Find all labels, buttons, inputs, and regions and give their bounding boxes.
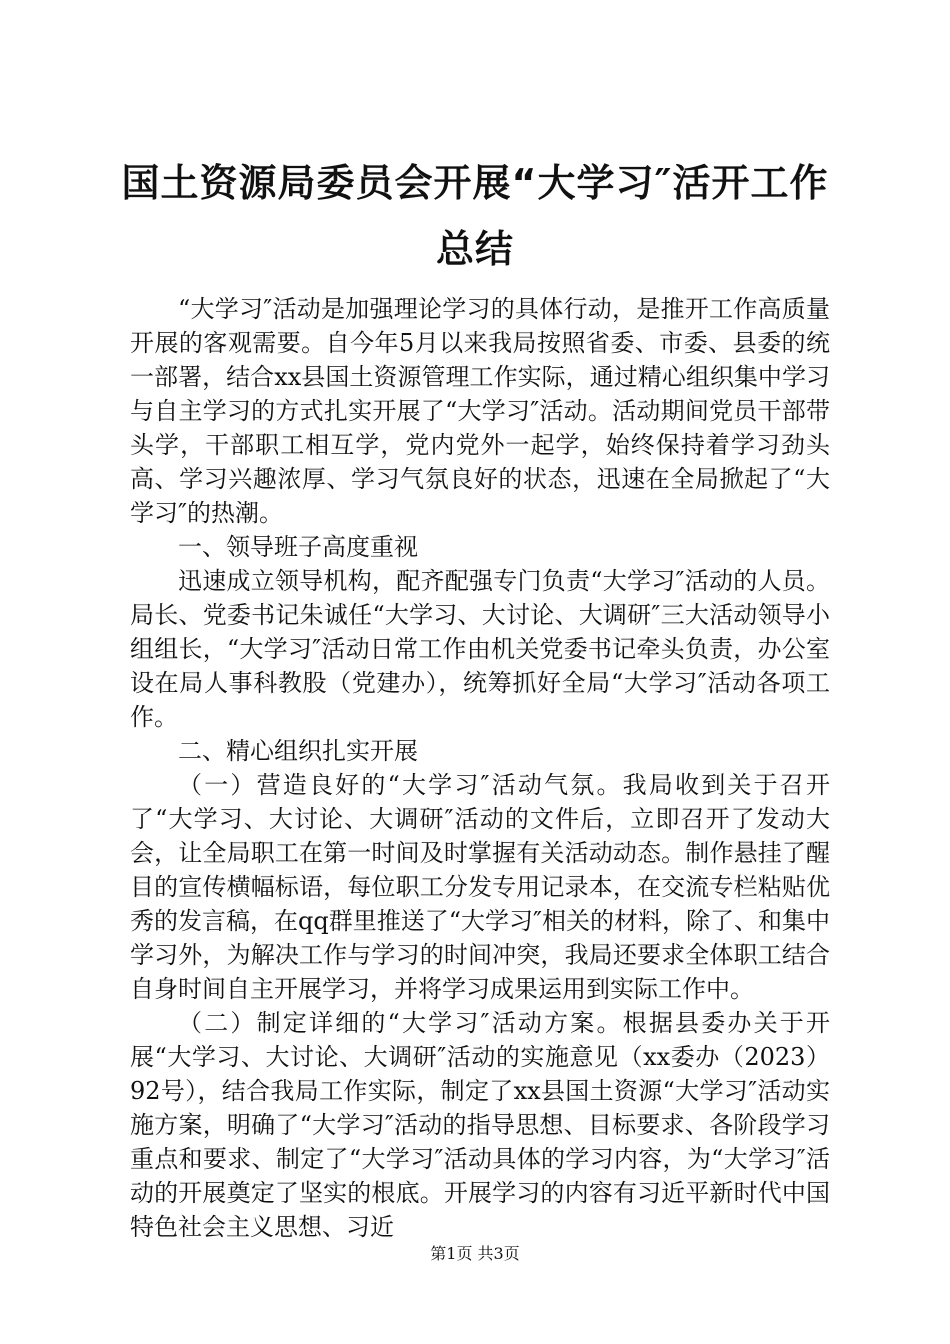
- page-footer: 第1页 共3页: [430, 1244, 520, 1263]
- section-heading-1: 一、领导班子高度重视: [178, 533, 418, 561]
- document-body: [130, 292, 830, 1244]
- subsection-2-paragraph: （二）制定详细的“大学习″活动方案。根据县委办关于开展“大学习、大讨论、大调研″活动的实施意见（xx委办（2023）92号），结合我局工作实际，制定了xx县国土资源“大学习″活动实施方案，明确了“大学习″活动的指导思想、目标要求、各阶段学习重点和要求、制定了“大学习″活动具体的学习内容，为“大学习″活动的开展奠定了坚实的根底。开展学习的内容有习近平新时代中国特色社会主义思想、习近: [130, 1009, 830, 1241]
- section-heading-2: 二、精心组织扎实开展: [178, 737, 418, 765]
- section-1-paragraph: 迅速成立领导机构，配齐配强专门负责“大学习″活动的人员。局长、党委书记朱诚任“大学习、大讨论、大调研″三大活动领导小组组长，“大学习″活动日常工作由机关党委书记牵头负责，办公室设在局人事科教股（党建办），统筹抓好全局“大学习″活动各项工作。: [130, 567, 830, 731]
- intro-paragraph: “大学习″活动是加强理论学习的具体行动，是推开工作高质量开展的客观需要。自今年5月以来我局按照省委、市委、县委的统一部署，结合xx县国土资源管理工作实际，通过精心组织集中学习与自主学习的方式扎实开展了“大学习″活动。活动期间党员干部带头学，干部职工相互学，党内党外一起学，始终保持着学习劲头高、学习兴趣浓厚、学习气氛良好的状态，迅速在全局掀起了“大学习″的热潮。: [130, 295, 830, 527]
- subsection-1-paragraph: （一）营造良好的“大学习″活动气氛。我局收到关于召开了“大学习、大讨论、大调研″活动的文件后，立即召开了发动大会，让全局职工在第一时间及时掌握有关活动动态。制作悬挂了醒目的宣传横幅标语，每位职工分发专用记录本，在交流专栏粘贴优秀的发言稿，在qq群里推送了“大学习″相关的材料，除了、和集中学习外，为解决工作与学习的时间冲突，我局还要求全体职工结合自身时间自主开展学习，并将学习成果运用到实际工作中。: [130, 771, 830, 1003]
- document-title: 国土资源局委员会开展“大学习″活开工作总结: [121, 161, 829, 271]
